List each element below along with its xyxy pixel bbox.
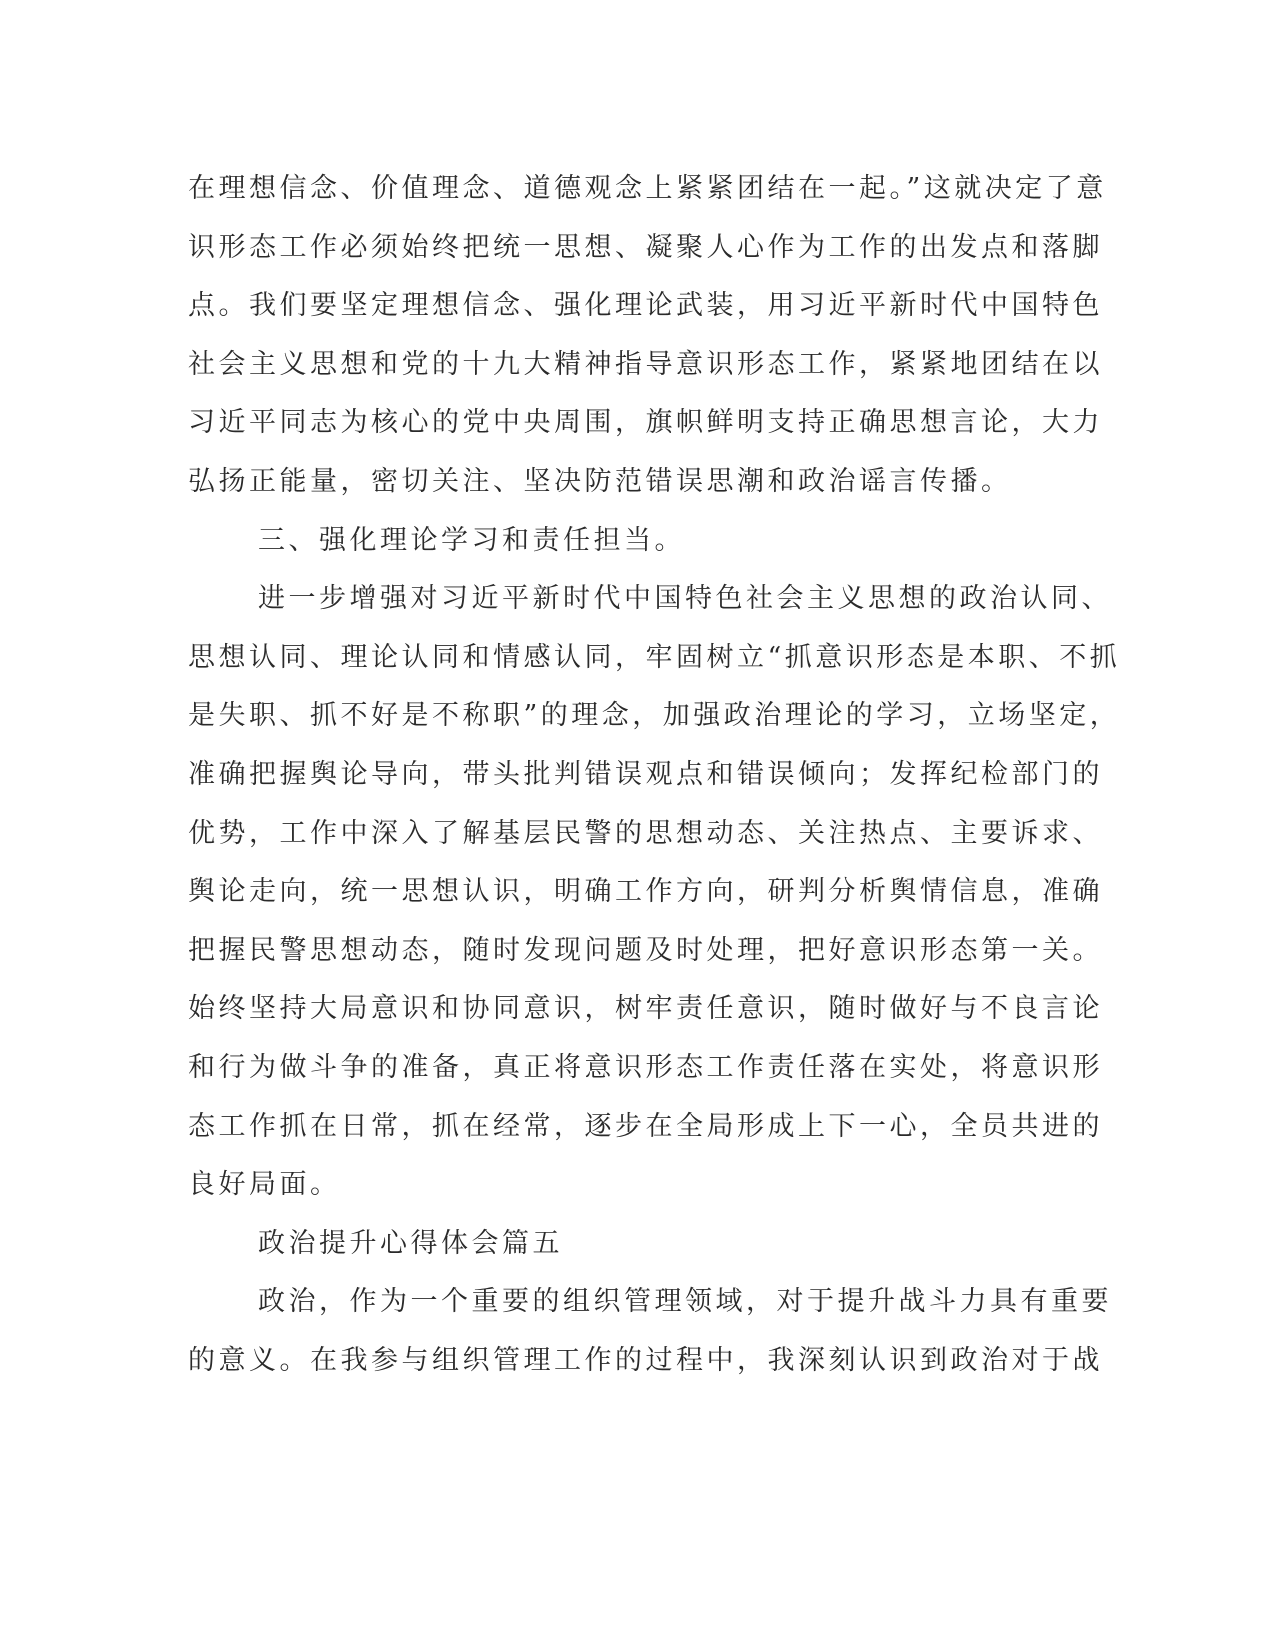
text-line: 准确把握舆论导向，带头批判错误观点和错误倾向；发挥纪检部门的 bbox=[188, 758, 1103, 790]
text-line: 在理想信念、价值理念、道德观念上紧紧团结在一起。”这就决定了意 bbox=[188, 173, 1107, 204]
document-body bbox=[188, 160, 1121, 1390]
text-line: 始终坚持大局意识和协同意识，树牢责任意识，随时做好与不良言论 bbox=[188, 993, 1103, 1025]
text-line: 识形态工作必须始终把统一思想、凝聚人心作为工作的出发点和落脚 bbox=[188, 231, 1103, 263]
text-line: 是失职、抓不好是不称职”的理念，加强政治理论的学习，立场坚定， bbox=[188, 700, 1121, 732]
paragraph-first-line: 政治，作为一个重要的组织管理领域，对于提升战斗力具有重要 bbox=[258, 1286, 1112, 1318]
text-line: 习近平同志为核心的党中央周围，旗帜鲜明支持正确思想言论，大力 bbox=[188, 407, 1103, 439]
text-line: 弘扬正能量，密切关注、坚决防范错误思潮和政治谣言传播。 bbox=[188, 465, 1012, 497]
text-line: 和行为做斗争的准备，真正将意识形态工作责任落在实处，将意识形 bbox=[188, 1051, 1103, 1083]
text-line: 态工作抓在日常，抓在经常，逐步在全局形成上下一心，全员共进的 bbox=[188, 1110, 1103, 1142]
article-title: 政治提升心得体会篇五 bbox=[258, 1227, 563, 1259]
paragraph-first-line: 进一步增强对习近平新时代中国特色社会主义思想的政治认同、 bbox=[258, 583, 1112, 615]
text-line: 的意义。在我参与组织管理工作的过程中，我深刻认识到政治对于战 bbox=[188, 1344, 1103, 1376]
text-line: 舆论走向，统一思想认识，明确工作方向，研判分析舆情信息，准确 bbox=[188, 876, 1103, 908]
text-line: 把握民警思想动态，随时发现问题及时处理，把好意识形态第一关。 bbox=[188, 934, 1103, 966]
text-line: 点。我们要坚定理想信念、强化理论武装，用习近平新时代中国特色 bbox=[188, 290, 1103, 322]
text-line: 思想认同、理论认同和情感认同，牢固树立“抓意识形态是本职、不抓 bbox=[188, 641, 1121, 673]
text-line: 优势，工作中深入了解基层民警的思想动态、关注热点、主要诉求、 bbox=[188, 817, 1103, 849]
text-line: 良好局面。 bbox=[188, 1169, 341, 1201]
section-heading: 三、强化理论学习和责任担当。 bbox=[258, 524, 685, 556]
text-line: 社会主义思想和党的十九大精神指导意识形态工作，紧紧地团结在以 bbox=[188, 348, 1103, 380]
